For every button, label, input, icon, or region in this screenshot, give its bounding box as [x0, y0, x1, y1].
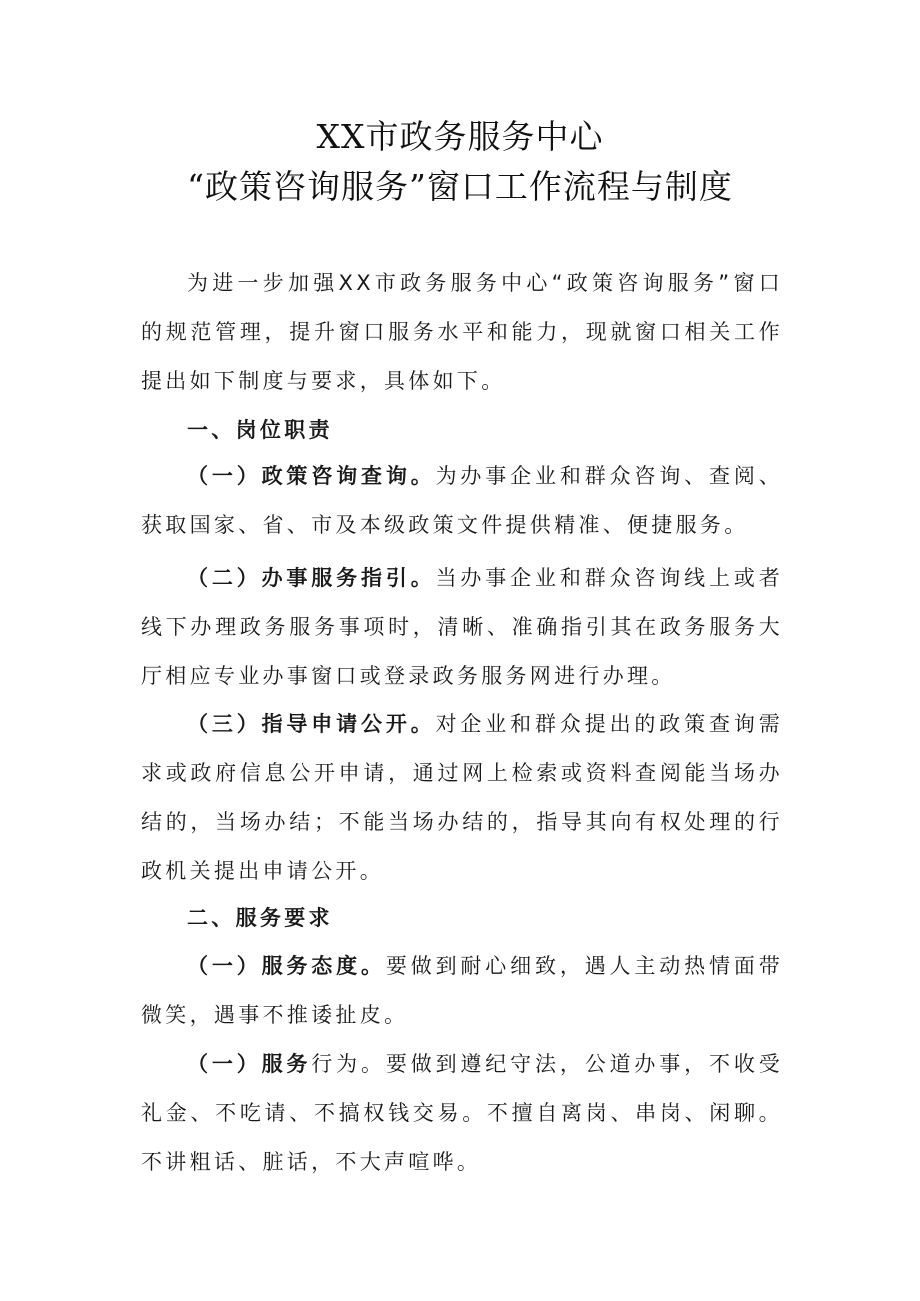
section-heading-2: 二、服务要求 [187, 906, 333, 930]
document-body [141, 0, 783, 1301]
item-lead: （一）服务 [187, 1052, 312, 1076]
item-lead: （一）政策咨询查询。 [187, 464, 436, 488]
section1-item2 [141, 554, 783, 701]
item-lead: （二）办事服务指引。 [187, 566, 436, 590]
item-text: 对企业和群众提出的政策查询需求或政府信息公开申请，通过网上检索或资料查阅能当场办结的，当场办结；不能当场办结的，指导其向有权处理的行政机关提出申请公开。 [141, 712, 784, 883]
item-text: 要做到耐心细致，遇人主动热情面带微笑，遇事不推诿扯皮。 [141, 954, 783, 1027]
document-title-line2: “政策咨询服务”窗口工作流程与制度 [187, 167, 733, 206]
section-heading-1: 一、岗位职责 [187, 418, 333, 442]
section1-item3 [141, 700, 783, 896]
intro-paragraph: 为进一步加强XX市政务服务中心“政策咨询服务”窗口的规范管理，提升窗口服务水平和能力，现就窗口相关工作提出如下制度与要求，具体如下。 [141, 271, 783, 393]
item-text: 为办事企业和群众咨询、查阅、获取国家、省、市及本级政策文件提供精准、便捷服务。 [141, 464, 784, 537]
section1-item1 [141, 452, 783, 550]
item-lead: （一）服务态度。 [187, 954, 386, 978]
item-lead: （三）指导申请公开。 [187, 712, 436, 736]
item-text: 当办事企业和群众咨询线上或者线下办理政务服务事项时，清晰、准确指引其在政务服务大厅相应专业办事窗口或登录政务服务网进行办理。 [141, 566, 784, 688]
section2-item2 [141, 1040, 783, 1187]
section2-item1 [141, 942, 783, 1040]
item-text: 行为。要做到遵纪守法，公道办事，不收受礼金、不吃请、不搞权钱交易。不擅自离岗、串岗、闲聊。不讲粗话、脏话，不大声喧哗。 [141, 1052, 784, 1174]
document-title-line1: XX市政务服务中心 [316, 117, 604, 156]
